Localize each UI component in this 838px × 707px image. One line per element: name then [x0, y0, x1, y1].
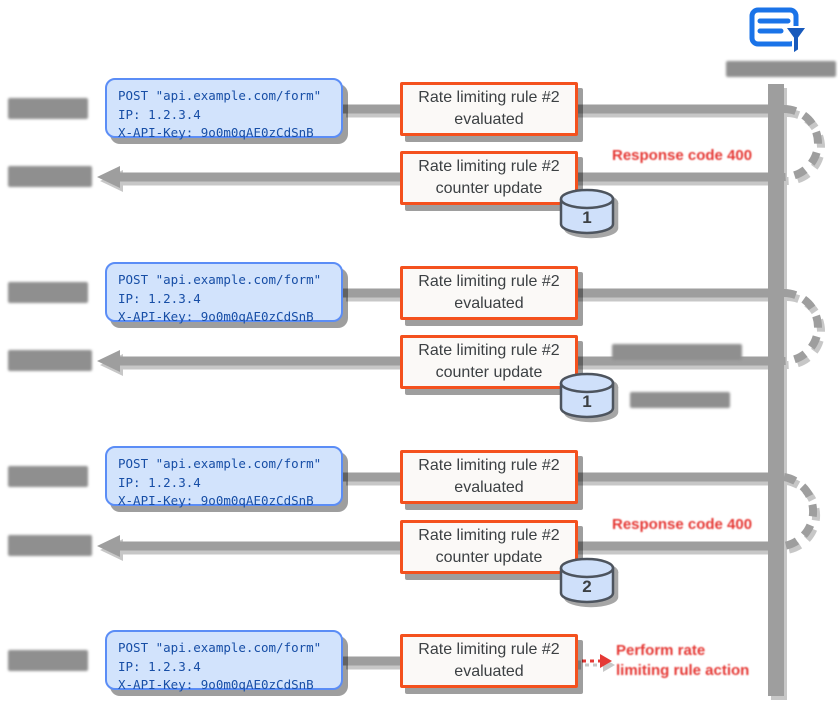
- response-code-annotation-3: Response code 400: [612, 516, 753, 533]
- response-arrowhead-1: [97, 166, 120, 188]
- request-1-label-blurred: [8, 98, 88, 119]
- response-1-label-blurred: [8, 166, 92, 187]
- request-message-card-2: [105, 262, 343, 322]
- counter-database-icon-1: [556, 187, 618, 239]
- rule-evaluated-line1: Rate limiting rule #2: [418, 457, 560, 475]
- request-apikey-line: X-API-Key: 9o0m0qAE0zCdSnB: [118, 493, 314, 508]
- request-ip-line: IP: 1.2.3.4: [118, 290, 201, 306]
- rule-evaluated-box-1: [400, 82, 578, 136]
- rule-counter-box-2: [400, 335, 578, 389]
- request-apikey-line: X-API-Key: 9o0m0qAE0zCdSnB: [118, 309, 314, 324]
- response-code-annotation-1: Response code 400: [612, 147, 753, 164]
- request-ip-line: IP: 1.2.3.4: [118, 658, 201, 674]
- return-arc-1: [784, 109, 818, 177]
- counter-value-2: 1: [582, 392, 592, 411]
- rule-evaluated-box-4: [400, 634, 578, 688]
- request-ip-line: IP: 1.2.3.4: [118, 474, 201, 490]
- request-message-card-4: [105, 630, 343, 690]
- rule-evaluated-box-2: [400, 266, 578, 320]
- rule-action-line1: Perform rate: [616, 642, 706, 659]
- request-method-line: POST "api.example.com/form": [118, 456, 322, 471]
- rule-counter-line2: counter update: [435, 364, 543, 381]
- return-arc-3: [784, 477, 813, 546]
- response-arrowhead-3: [97, 535, 120, 557]
- request-apikey-line: X-API-Key: 9o0m0qAE0zCdSnB: [118, 677, 314, 692]
- rate-limiter-caption-blurred: [726, 61, 836, 77]
- request-ip-line: IP: 1.2.3.4: [118, 106, 201, 122]
- rule-evaluated-line2: evaluated: [454, 111, 524, 128]
- rule-evaluated-line2: evaluated: [454, 479, 524, 496]
- request-method-line: POST "api.example.com/form": [118, 272, 322, 287]
- rule-evaluated-line1: Rate limiting rule #2: [418, 89, 560, 107]
- rule-counter-line1: Rate limiting rule #2: [418, 342, 560, 360]
- response-2-label-blurred: [8, 350, 92, 371]
- request-message-card-1: [105, 78, 343, 138]
- request-method-line: POST "api.example.com/form": [118, 640, 322, 655]
- rule-evaluated-line2: evaluated: [454, 663, 524, 680]
- rate-limiter-icon-glyph: [748, 6, 812, 56]
- lifeline-bar: [768, 84, 784, 696]
- action-arrowhead: [600, 654, 612, 668]
- response-arrowhead-2: [97, 350, 120, 372]
- return-arc-2: [784, 293, 818, 361]
- counter-value-3: 2: [582, 577, 592, 596]
- response-3-label-blurred: [8, 535, 92, 556]
- request-3-label-blurred: [8, 466, 88, 487]
- request-message-card-3: [105, 446, 343, 506]
- request-4-label-blurred: [8, 650, 88, 671]
- rate-limiter-icon: [748, 6, 812, 56]
- counter-database-icon-2: [556, 371, 618, 423]
- request-apikey-line: X-API-Key: 9o0m0qAE0zCdSnB: [118, 125, 314, 140]
- rule-counter-box-3: [400, 520, 578, 574]
- rule-evaluated-box-3: [400, 450, 578, 504]
- rule-evaluated-line2: evaluated: [454, 295, 524, 312]
- rule-evaluated-line1: Rate limiting rule #2: [418, 273, 560, 291]
- counter-note-blurred: [630, 392, 730, 408]
- counter-value-1: 1: [582, 208, 592, 227]
- rule-counter-line2: counter update: [435, 549, 543, 566]
- request-method-line: POST "api.example.com/form": [118, 88, 322, 103]
- rule-evaluated-line1: Rate limiting rule #2: [418, 641, 560, 659]
- rule-counter-line1: Rate limiting rule #2: [418, 527, 560, 545]
- rule-action-annotation: [616, 641, 749, 681]
- rule-counter-line1: Rate limiting rule #2: [418, 158, 560, 176]
- rule-counter-box-1: [400, 151, 578, 205]
- counter-database-icon-3: [556, 556, 618, 608]
- rule-counter-line2: counter update: [435, 180, 543, 197]
- request-2-label-blurred: [8, 282, 88, 303]
- filter-badge-icon: [785, 27, 807, 54]
- rule-action-line2: limiting rule action: [616, 662, 750, 679]
- response-code-annotation-2-blurred: [612, 344, 742, 360]
